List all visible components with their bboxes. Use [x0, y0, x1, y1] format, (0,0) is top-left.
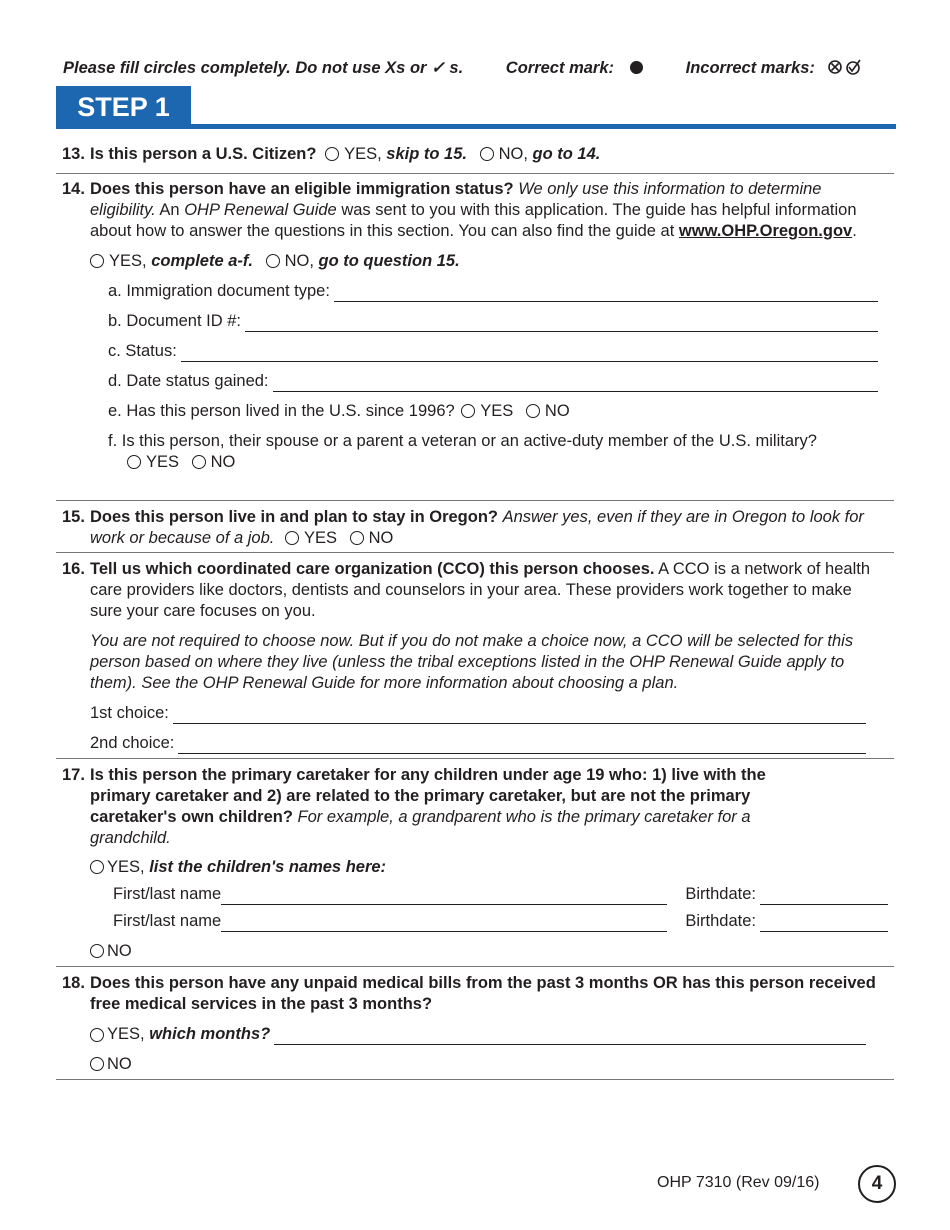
document-id-label: b. Document ID #: — [108, 312, 241, 330]
no-radio[interactable] — [350, 531, 364, 545]
yes-label: YES — [480, 402, 514, 420]
yes-note: complete a-f. — [151, 252, 253, 270]
child-row — [113, 911, 888, 932]
no-radio[interactable] — [90, 1057, 104, 1071]
incorrect-marks-icon — [828, 59, 862, 75]
no-note: go to question 15. — [318, 252, 460, 270]
question-16 — [62, 559, 888, 754]
fill-instructions — [63, 58, 862, 78]
date-status-label: d. Date status gained: — [108, 372, 269, 390]
question-13 — [62, 144, 888, 165]
child-row — [113, 884, 888, 905]
question-number: 14. — [62, 180, 85, 198]
no-row — [90, 941, 888, 962]
yes-label: YES — [303, 529, 337, 547]
filled-circle-icon — [630, 61, 643, 74]
no-radio[interactable] — [480, 147, 494, 161]
question-17 — [62, 765, 888, 849]
section-divider — [56, 966, 894, 967]
question-detail: An — [159, 201, 180, 219]
question-detail: was sent to you with this application. The guide has helpful information about how to answer the questions in this section. You can also find the guide at — [90, 201, 857, 240]
section-divider — [56, 173, 894, 174]
first-choice-field[interactable] — [173, 708, 866, 724]
yes-row — [90, 857, 888, 878]
first-choice-row — [90, 703, 866, 724]
birthdate-label: Birthdate: — [685, 912, 756, 930]
child-name-field[interactable] — [221, 916, 667, 932]
question-15 — [62, 507, 888, 549]
incorrect-marks-label: Incorrect marks: — [685, 59, 815, 77]
no-label: NO — [544, 402, 570, 420]
child-name-field[interactable] — [221, 889, 667, 905]
birthdate-field[interactable] — [760, 889, 888, 905]
document-type-field[interactable] — [334, 286, 878, 302]
step-divider — [56, 124, 896, 129]
section-divider — [56, 758, 894, 759]
correct-mark-label: Correct mark: — [505, 59, 615, 77]
question-18 — [62, 973, 888, 1075]
question-text: Tell us which coordinated care organization (CCO) this person chooses. — [90, 560, 655, 578]
months-field[interactable] — [274, 1029, 866, 1045]
yes-radio[interactable] — [90, 1028, 104, 1042]
date-status-field[interactable] — [273, 376, 878, 392]
no-note: go to 14. — [532, 145, 601, 163]
ohp-website-link[interactable]: www.OHP.Oregon.gov — [678, 222, 853, 240]
document-id-row — [108, 311, 878, 332]
child-name-label: First/last name — [113, 885, 222, 903]
instructions-text: Please fill circles completely. Do not use Xs or ✓ s. — [63, 59, 464, 77]
section-divider — [56, 1079, 894, 1080]
page-number: 4 — [858, 1165, 896, 1203]
document-type-label: a. Immigration document type: — [108, 282, 330, 300]
question-text: Is this person the primary caretaker for any children under age 19 who: 1) live with the primary caretaker and 2) are related to the primary caretaker, but are not the primary caretaker's own children? — [90, 766, 766, 826]
no-radio[interactable] — [266, 254, 280, 268]
yes-radio[interactable] — [325, 147, 339, 161]
question-text: Does this person have an eligible immigration status? — [90, 180, 514, 198]
status-label: c. Status: — [108, 342, 177, 360]
question-text: Is this person a U.S. Citizen? — [90, 145, 317, 163]
yes-label: YES, — [344, 145, 382, 163]
question-17-answers — [62, 857, 888, 962]
second-choice-row — [90, 733, 866, 754]
question-text: Does this person have any unpaid medical bills from the past 3 months OR has this person received free medical services in the past 3 months? — [90, 974, 876, 1013]
no-row — [90, 1054, 888, 1075]
question-14 — [62, 179, 888, 473]
birthdate-label: Birthdate: — [685, 885, 756, 903]
question-number: 16. — [62, 560, 85, 578]
lived-since-1996-label: e. Has this person lived in the U.S. since 1996? — [108, 402, 455, 420]
second-choice-field[interactable] — [178, 738, 866, 754]
lived-since-1996-row — [108, 401, 878, 422]
no-radio[interactable] — [192, 455, 206, 469]
question-detail: A CCO is a network of health care providers like doctors, dentists and counselors in your area. These providers work together to make sure your care focuses on you. — [90, 560, 870, 620]
veteran-row — [108, 431, 878, 473]
question-note: Answer yes, even if they are in Oregon to look for work or because of a job. — [90, 508, 864, 547]
yes-note: list the children's names here: — [149, 858, 387, 876]
form-number: OHP 7310 (Rev 09/16) — [657, 1174, 820, 1191]
yes-label: YES — [146, 453, 180, 471]
no-label: NO, — [284, 252, 314, 270]
document-id-field[interactable] — [245, 316, 878, 332]
status-field[interactable] — [181, 346, 878, 362]
step-title: STEP 1 — [56, 86, 191, 126]
guide-name: OHP Renewal Guide — [184, 201, 337, 219]
yes-label: YES, — [109, 252, 147, 270]
no-label: NO — [107, 942, 132, 960]
yes-row — [90, 1024, 866, 1045]
no-label: NO — [107, 1055, 132, 1073]
yes-note: skip to 15. — [386, 145, 467, 163]
yes-no-row — [90, 251, 888, 272]
yes-radio[interactable] — [90, 254, 104, 268]
section-divider — [56, 552, 894, 553]
yes-radio[interactable] — [127, 455, 141, 469]
yes-note: which months? — [149, 1025, 271, 1043]
question-note: For example, a grandparent who is the primary caretaker for a grandchild. — [90, 808, 751, 847]
veteran-label: f. Is this person, their spouse or a parent a veteran or an active-duty member of the U.S. military? — [108, 432, 817, 450]
yes-radio[interactable] — [90, 860, 104, 874]
document-type-row — [108, 281, 878, 302]
question-note: You are not required to choose now. But if you do not make a choice now, a CCO will be selected for this person based on where they live (unless the tribal exceptions listed in the OHP Renewal Guide apply to them). See the OHP Renewal Guide for more information about choosing a plan. — [90, 632, 854, 692]
yes-label: YES, — [107, 1025, 145, 1043]
question-note: We only use this information to determine eligibility. — [90, 180, 822, 219]
birthdate-field[interactable] — [760, 916, 888, 932]
yes-radio[interactable] — [285, 531, 299, 545]
no-radio[interactable] — [526, 404, 540, 418]
question-number: 18. — [62, 974, 85, 992]
question-number: 13. — [62, 145, 85, 163]
sentence-period: . — [852, 222, 857, 240]
no-label: NO — [210, 453, 236, 471]
question-text: Does this person live in and plan to stay in Oregon? — [90, 508, 498, 526]
child-name-label: First/last name — [113, 912, 222, 930]
question-number: 17. — [62, 766, 85, 784]
status-row — [108, 341, 878, 362]
no-radio[interactable] — [90, 944, 104, 958]
yes-radio[interactable] — [461, 404, 475, 418]
date-status-row — [108, 371, 878, 392]
yes-label: YES, — [107, 858, 145, 876]
no-label: NO — [368, 529, 394, 547]
first-choice-label: 1st choice: — [90, 704, 169, 722]
no-label: NO, — [498, 145, 528, 163]
section-divider — [56, 500, 894, 501]
question-number: 15. — [62, 508, 85, 526]
second-choice-label: 2nd choice: — [90, 734, 175, 752]
